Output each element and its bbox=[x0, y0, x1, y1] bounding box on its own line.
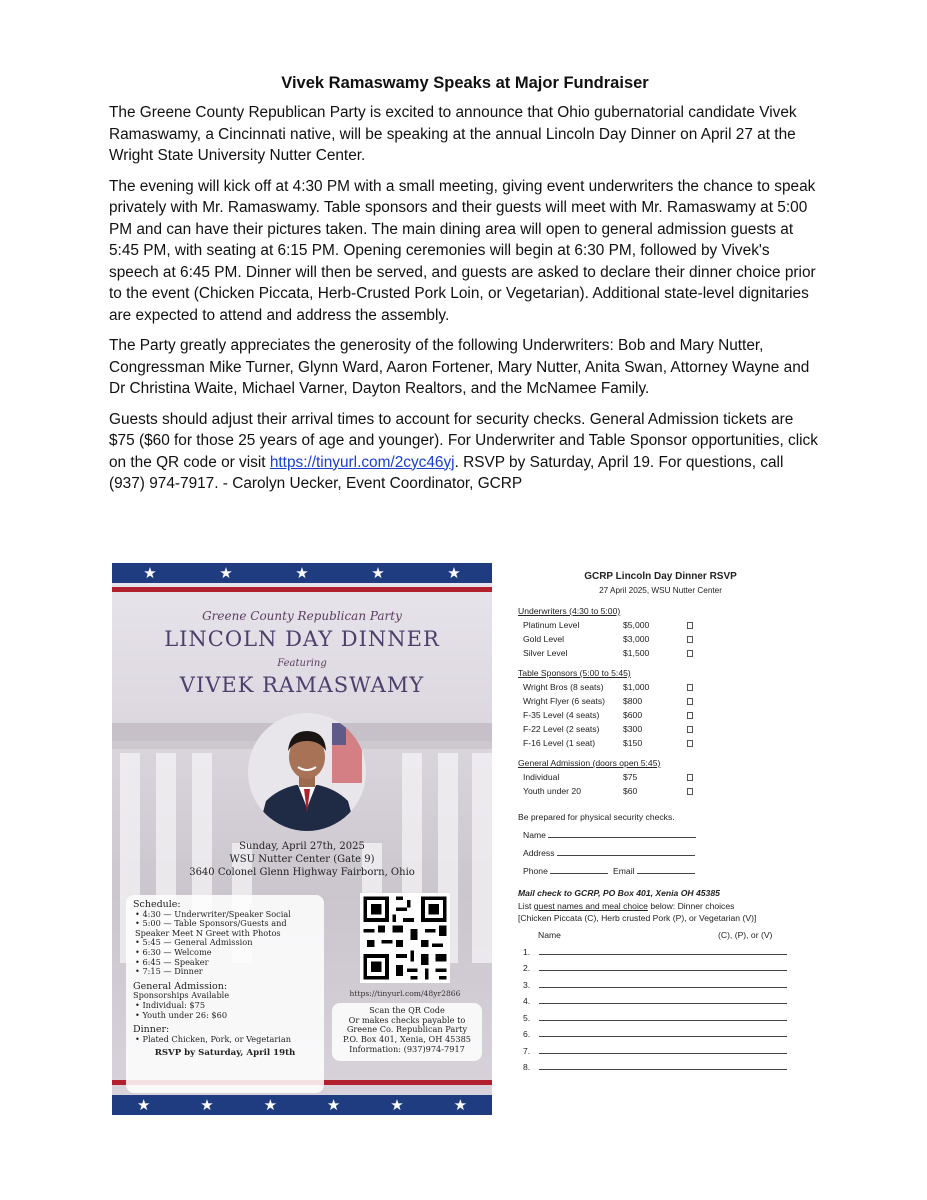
option-label: F-35 Level (4 seats) bbox=[523, 710, 600, 720]
headline: Vivek Ramaswamy Speaks at Major Fundraiser bbox=[281, 74, 649, 92]
scan-line: Information: (937)974-7917 bbox=[349, 1043, 465, 1054]
paragraph-announcement: The Greene County Republican Party is excited to announce that Ohio gubernatorial candidate Vivek Ramaswamy, a Cincinnati native, will be speaking at the annual Lincoln Day Dinner on April 27 at the Wright State University Nutter Center. bbox=[109, 104, 797, 164]
schedule-list bbox=[135, 910, 317, 977]
flyer-date: Sunday, April 27th, 2025 bbox=[239, 841, 365, 852]
option-amount: $600 bbox=[623, 710, 643, 720]
option-amount: $1,500 bbox=[623, 648, 650, 658]
scan-line: P.O. Box 401, Xenia, OH 45385 bbox=[342, 1034, 472, 1045]
option-label: Wright Bros (8 seats) bbox=[523, 682, 604, 692]
option-label: Wright Flyer (6 seats) bbox=[523, 696, 605, 706]
checkbox[interactable] bbox=[687, 774, 693, 781]
option-amount: $5,000 bbox=[623, 620, 650, 630]
row-number: 6. bbox=[523, 1029, 531, 1039]
guest-line[interactable] bbox=[539, 954, 787, 955]
article bbox=[109, 74, 821, 504]
guest-row bbox=[518, 992, 803, 1009]
guest-instr-underlined: guest names and meal choice bbox=[533, 901, 648, 911]
option-label: Platinum Level bbox=[523, 620, 580, 630]
dinner-choices: [Chicken Piccata (C), Herb crusted Pork (P), or Vegetarian (V)] bbox=[518, 913, 757, 923]
star-icon: ★ bbox=[371, 565, 385, 582]
rsvp-text: . RSVP by Saturday, April 19. For questions, call (937) 974-7917. - Carolyn Uecker, Event Coordinator, GCRP bbox=[109, 453, 784, 492]
list-item bbox=[518, 680, 803, 694]
list-item: • Youth under 26: $60 bbox=[135, 1011, 317, 1021]
address-line[interactable] bbox=[557, 847, 695, 856]
star-icon: ★ bbox=[326, 1097, 341, 1114]
security-note: Be prepared for physical security checks. bbox=[518, 812, 675, 822]
list-item: • 6:30 — Welcome bbox=[135, 948, 317, 958]
list-item bbox=[518, 708, 803, 722]
list-item: • 7:15 — Dinner bbox=[135, 967, 317, 977]
scan-line: Or makes checks payable to bbox=[348, 1014, 466, 1025]
option-label: Gold Level bbox=[523, 634, 565, 644]
flyer-event-info bbox=[112, 840, 492, 879]
row-number: 5. bbox=[523, 1012, 531, 1023]
event-flyer bbox=[112, 563, 492, 1115]
paragraph-underwriters: The Party greatly appreciates the generosity of the following Underwriters: Bob and Mary Nutter, Congressman Mike Turner, Glynn Ward, Aaron Fortener, Mary Nutter, Anita Swan, Attorney Wayne and Dr Christina Waite, Michael Varner, Dayton Realtors, and the McNamee Family. bbox=[109, 337, 810, 397]
name-line[interactable] bbox=[548, 829, 696, 838]
list-item bbox=[518, 646, 803, 660]
field-label: Address bbox=[523, 848, 555, 858]
option-amount: $1,000 bbox=[623, 682, 650, 692]
address-field bbox=[518, 846, 803, 860]
list-item bbox=[518, 632, 803, 646]
guest-line[interactable] bbox=[539, 1053, 787, 1054]
phone-line[interactable] bbox=[550, 865, 608, 874]
star-band-top bbox=[112, 563, 492, 583]
dinner-list bbox=[135, 1035, 317, 1045]
option-label: F-16 Level (1 seat) bbox=[523, 738, 596, 748]
list-item bbox=[518, 736, 803, 750]
checkbox[interactable] bbox=[687, 698, 693, 705]
sponsors-heading: Table Sponsors (5:00 to 5:45) bbox=[518, 668, 631, 678]
star-icon: ★ bbox=[219, 565, 233, 582]
guest-instr-text: List bbox=[518, 901, 534, 911]
checkbox[interactable] bbox=[687, 636, 693, 643]
option-label: Youth under 20 bbox=[523, 786, 581, 796]
flyer-party: Greene County Republican Party bbox=[202, 609, 402, 623]
row-number: 7. bbox=[523, 1045, 531, 1056]
guest-row bbox=[518, 1058, 803, 1075]
list-item bbox=[518, 770, 803, 784]
schedule-heading: Schedule: bbox=[133, 899, 181, 910]
guest-line[interactable] bbox=[539, 987, 787, 988]
list-item bbox=[518, 694, 803, 708]
option-label: F-22 Level (2 seats) bbox=[523, 724, 600, 734]
flyer-featuring: Featuring bbox=[277, 658, 327, 669]
qr-code[interactable] bbox=[360, 893, 450, 983]
dinner-heading: Dinner: bbox=[133, 1024, 170, 1036]
guest-row bbox=[518, 1008, 803, 1025]
tinyurl-link[interactable]: https://tinyurl.com/2cyc46yj bbox=[269, 453, 455, 471]
name-field bbox=[518, 828, 803, 842]
checkbox[interactable] bbox=[687, 726, 693, 733]
rsvp-title: GCRP Lincoln Day Dinner RSVP bbox=[584, 571, 737, 582]
star-icon: ★ bbox=[263, 1097, 278, 1114]
row-number: 1. bbox=[523, 946, 531, 957]
star-band-bottom bbox=[112, 1095, 492, 1115]
admission-heading: General Admission: bbox=[133, 980, 228, 992]
flyer-title: LINCOLN DAY DINNER bbox=[164, 627, 440, 651]
guest-line[interactable] bbox=[539, 970, 787, 971]
rsvp-subtitle: 27 April 2025, WSU Nutter Center bbox=[599, 586, 722, 595]
list-item: • 6:45 — Speaker bbox=[135, 958, 317, 968]
checkbox[interactable] bbox=[687, 712, 693, 719]
row-number: 2. bbox=[523, 963, 531, 973]
star-icon: ★ bbox=[295, 565, 309, 582]
underwriters-heading: Underwriters (4:30 to 5:00) bbox=[518, 606, 621, 616]
guest-row bbox=[518, 975, 803, 992]
guest-line[interactable] bbox=[539, 1069, 787, 1070]
schedule-box bbox=[126, 895, 324, 1093]
col-choice: (C), (P), or (V) bbox=[718, 930, 773, 940]
guest-line[interactable] bbox=[539, 1020, 787, 1021]
option-label: Individual bbox=[523, 772, 560, 782]
option-amount: $800 bbox=[623, 696, 643, 706]
row-number: 8. bbox=[523, 1062, 531, 1072]
mail-instructions: Mail check to GCRP, PO Box 401, Xenia OH 45385 bbox=[518, 888, 720, 898]
qr-url: https://tinyurl.com/48yr2866 bbox=[349, 989, 461, 998]
general-heading: General Admission (doors open 5:45) bbox=[518, 758, 661, 768]
checkbox[interactable] bbox=[687, 788, 693, 795]
paragraph-tickets bbox=[109, 409, 821, 495]
admission-sub: Sponsorships Available bbox=[133, 990, 230, 1001]
contact-field bbox=[518, 864, 803, 878]
field-label: Phone bbox=[523, 866, 548, 876]
guest-row bbox=[518, 1025, 803, 1042]
guest-instructions bbox=[518, 900, 803, 912]
list-item bbox=[518, 722, 803, 736]
star-icon: ★ bbox=[390, 1097, 404, 1114]
checkbox[interactable] bbox=[687, 622, 693, 629]
list-item: • Individual: $75 bbox=[135, 1001, 317, 1011]
star-icon: ★ bbox=[136, 1097, 151, 1114]
checkbox[interactable] bbox=[687, 684, 693, 691]
scan-line: Greene Co. Republican Party bbox=[346, 1024, 468, 1035]
checkbox[interactable] bbox=[687, 740, 693, 747]
list-item bbox=[518, 618, 803, 632]
list-item: • 4:30 — Underwriter/Speaker Social bbox=[135, 910, 317, 920]
option-amount: $150 bbox=[623, 738, 643, 748]
guest-columns bbox=[518, 928, 803, 942]
option-amount: $3,000 bbox=[623, 634, 650, 644]
red-stripe bbox=[112, 587, 492, 592]
list-item: • 5:00 — Table Sponsors/Guests and Speaker Meet N Greet with Photos bbox=[135, 919, 317, 938]
field-label: Email bbox=[613, 866, 635, 876]
guest-row bbox=[518, 1041, 803, 1058]
email-line[interactable] bbox=[637, 865, 695, 874]
paragraph-schedule: The evening will kick off at 4:30 PM with a small meeting, giving event underwriters the chance to speak privately with Mr. Ramaswamy. Table sponsors and their guests will meet with Mr. Ramaswamy at 5:00 PM and can have their pictures taken. The main dining area will open to general admission guests at 5:45 PM, with seating at 6:15 PM. Opening ceremonies will begin at 6:30 PM, followed by Vivek's speech at 6:45 PM. Dinner will then be served, and guests are asked to declare their dinner choice prior to the event (Chicken Piccata, Herb-Crusted Pork Loin, or Vegetarian). Additional state-level dignitaries are expected to attend and address the assembly. bbox=[109, 177, 816, 324]
flyer-rsvp: RSVP by Saturday, April 19th bbox=[154, 1048, 296, 1059]
option-amount: $60 bbox=[623, 786, 638, 796]
flyer-speaker: VIVEK RAMASWAMY bbox=[179, 673, 425, 697]
flyer-address: 3640 Colonel Glenn Highway Fairborn, Ohio bbox=[189, 867, 415, 878]
star-icon: ★ bbox=[453, 1097, 468, 1114]
list-item: • Plated Chicken, Pork, or Vegetarian bbox=[135, 1035, 317, 1045]
scan-line: Scan the QR Code bbox=[369, 1005, 445, 1015]
field-label: Name bbox=[523, 830, 546, 840]
star-icon: ★ bbox=[447, 565, 461, 582]
list-item: • 5:45 — General Admission bbox=[135, 938, 317, 948]
option-amount: $75 bbox=[623, 772, 638, 782]
star-icon: ★ bbox=[200, 1097, 214, 1114]
col-name: Name bbox=[538, 930, 561, 940]
star-icon: ★ bbox=[143, 565, 157, 582]
row-number: 3. bbox=[523, 979, 531, 990]
row-number: 4. bbox=[523, 996, 531, 1006]
admission-list bbox=[135, 1001, 317, 1020]
scan-box bbox=[332, 1003, 482, 1061]
guest-instr-text: below: Dinner choices bbox=[647, 901, 735, 911]
rsvp-form bbox=[518, 570, 803, 1074]
guest-row bbox=[518, 959, 803, 976]
option-label: Silver Level bbox=[523, 648, 568, 658]
guest-line[interactable] bbox=[539, 1036, 787, 1037]
list-item bbox=[518, 784, 803, 798]
guest-row bbox=[518, 942, 803, 959]
speaker-portrait bbox=[248, 713, 366, 831]
option-amount: $300 bbox=[623, 724, 643, 734]
checkbox[interactable] bbox=[687, 650, 693, 657]
flyer-venue: WSU Nutter Center (Gate 9) bbox=[229, 854, 375, 865]
tickets-text: Guests should adjust their arrival times to account for security checks. General Admission tickets are $75 ($60 for those 25 years of age and younger). For Underwriter and Table Sponsor opportunities, click on the QR code or visit bbox=[109, 410, 818, 471]
guest-line[interactable] bbox=[539, 1003, 787, 1004]
